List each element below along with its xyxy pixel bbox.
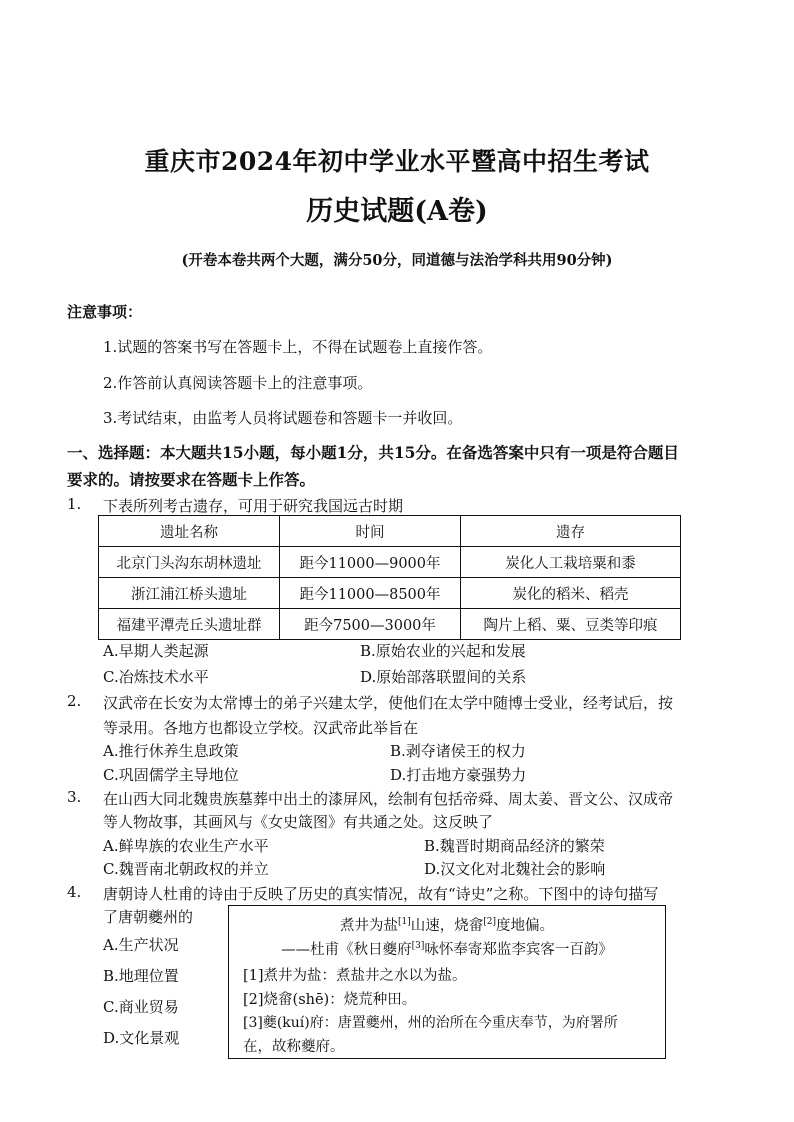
q3-option-c[interactable]: C.魏晋南北朝政权的并立 bbox=[103, 860, 269, 878]
q1-option-b[interactable]: B.原始农业的兴起和发展 bbox=[360, 642, 526, 660]
table-row bbox=[99, 609, 681, 640]
q2-number: 2. bbox=[67, 692, 82, 710]
poem-verse: 煮井为盐[1]山速，烧畲[2]度地偏。 bbox=[340, 917, 554, 934]
notice-item-2: 2.作答前认真阅读答题卡上的注意事项。 bbox=[103, 374, 373, 392]
q2-stem-line2: 等录用。各地方也都设立学校。汉武帝此举旨在 bbox=[103, 719, 419, 737]
table-header-cell: 遗存 bbox=[461, 516, 681, 547]
q2-option-a[interactable]: A.推行休养生息政策 bbox=[103, 742, 239, 760]
exam-note: (开卷本卷共两个大题，满分50分，同道德与法治学科共用90分钟) bbox=[181, 252, 613, 269]
table-cell: 福建平潭壳丘头遗址群 bbox=[99, 609, 280, 640]
table-header-cell: 时间 bbox=[280, 516, 461, 547]
table-header-cell: 遗址名称 bbox=[99, 516, 280, 547]
q3-stem-line2: 等人物故事，其画风与《女史箴图》有共通之处。这反映了 bbox=[103, 813, 494, 831]
q4-option-a[interactable]: A.生产状况 bbox=[103, 936, 179, 954]
notice-item-3: 3.考试结束，由监考人员将试题卷和答题卡一并收回。 bbox=[103, 409, 463, 427]
table-cell: 距今11000—8500年 bbox=[280, 578, 461, 609]
table-row bbox=[99, 547, 681, 578]
exam-title: 重庆市2024年初中学业水平暨高中招生考试 bbox=[144, 147, 650, 176]
table-cell: 距今11000—9000年 bbox=[280, 547, 461, 578]
poem-source: ——杜甫《秋日夔府[3]咏怀奉寄郑监李宾客一百韵》 bbox=[281, 941, 613, 958]
notice-heading: 注意事项： bbox=[67, 303, 143, 321]
q3-option-a[interactable]: A.鲜卑族的农业生产水平 bbox=[103, 837, 269, 855]
q4-stem-line2: 了唐朝夔州的 bbox=[103, 908, 194, 926]
table-cell: 陶片上稻、粟、豆类等印痕 bbox=[461, 609, 681, 640]
q3-number: 3. bbox=[67, 788, 82, 806]
exam-subtitle: 历史试题(A卷) bbox=[306, 196, 488, 227]
q2-option-b[interactable]: B.剥夺诸侯王的权力 bbox=[390, 742, 526, 760]
table-cell: 炭化人工栽培粟和黍 bbox=[461, 547, 681, 578]
q1-stem: 下表所列考古遗存，可用于研究我国远古时期 bbox=[103, 497, 404, 515]
table-cell: 北京门头沟东胡林遗址 bbox=[99, 547, 280, 578]
poem-note-2: [2]烧畲(shē)：烧荒种田。 bbox=[243, 992, 417, 1008]
q3-stem-line1: 在山西大同北魏贵族墓葬中出土的漆屏风，绘制有包括帝舜、周太姜、晋文公、汉成帝 bbox=[103, 790, 674, 808]
table-row bbox=[99, 578, 681, 609]
q3-option-d[interactable]: D.汉文化对北魏社会的影响 bbox=[424, 860, 606, 878]
q2-option-c[interactable]: C.巩固儒学主导地位 bbox=[103, 766, 239, 784]
q1-option-c[interactable]: C.冶炼技术水平 bbox=[103, 668, 209, 686]
q4-option-c[interactable]: C.商业贸易 bbox=[103, 998, 179, 1016]
q4-stem-line1: 唐朝诗人杜甫的诗由于反映了历史的真实情况，故有“诗史”之称。下图中的诗句描写 bbox=[103, 885, 659, 903]
q3-option-b[interactable]: B.魏晋时期商品经济的繁荣 bbox=[424, 837, 605, 855]
q4-option-d[interactable]: D.文化景观 bbox=[103, 1029, 180, 1047]
section1-heading: 一、选择题：本大题共15小题，每小题1分，共15分。在备选答案中只有一项是符合题目 bbox=[67, 443, 679, 462]
section1-heading-cont: 要求的。请按要求在答题卡上作答。 bbox=[67, 470, 316, 489]
table-cell: 距今7500—3000年 bbox=[280, 609, 461, 640]
poem-note-3: [3]夔(kuí)府：唐置夔州，州的治所在今重庆奉节，为府署所 bbox=[243, 1015, 618, 1031]
poem-note-1: [1]煮井为盐：煮盐井之水以为盐。 bbox=[243, 968, 467, 984]
q2-option-d[interactable]: D.打击地方豪强势力 bbox=[390, 766, 527, 784]
q4-option-b[interactable]: B.地理位置 bbox=[103, 967, 179, 985]
table-cell: 浙江浦江桥头遗址 bbox=[99, 578, 280, 609]
poem-box bbox=[228, 905, 666, 1059]
q1-number: 1. bbox=[67, 495, 82, 513]
archaeology-table bbox=[98, 515, 681, 640]
table-header-row bbox=[99, 516, 681, 547]
q4-number: 4. bbox=[67, 883, 82, 901]
q1-option-d[interactable]: D.原始部落联盟间的关系 bbox=[360, 668, 527, 686]
table-cell: 炭化的稻米、稻壳 bbox=[461, 578, 681, 609]
poem-note-3-cont: 在，故称夔府。 bbox=[243, 1039, 345, 1055]
q2-stem-line1: 汉武帝在长安为太常博士的弟子兴建太学，使他们在太学中随博士受业，经考试后，按 bbox=[103, 694, 674, 712]
q1-option-a[interactable]: A.早期人类起源 bbox=[103, 642, 209, 660]
notice-item-1: 1.试题的答案书写在答题卡上，不得在试题卷上直接作答。 bbox=[103, 338, 493, 356]
